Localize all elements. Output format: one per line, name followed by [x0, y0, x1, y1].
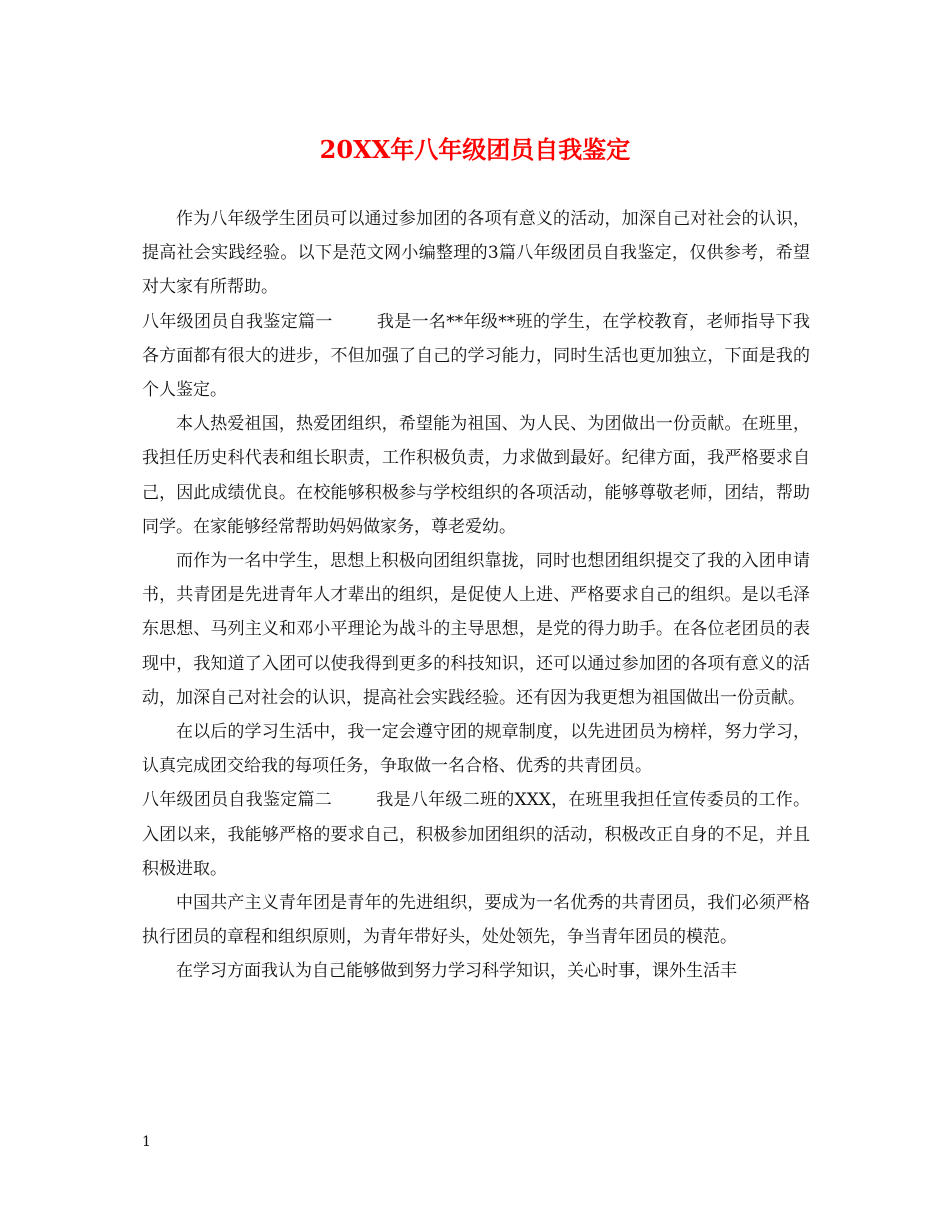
body-paragraph: 在以后的学习生活中，我一定会遵守团的规章制度，以先进团员为榜样，努力学习，认真完成团交给我的每项任务，争取做一名合格、优秀的共青团员。 — [142, 722, 810, 777]
section-one-heading: 八年级团员自我鉴定篇一 — [142, 311, 333, 332]
section-two-paragraph — [142, 783, 810, 886]
document-title: 20XX年八年级团员自我鉴定 — [319, 135, 631, 164]
body-paragraph: 中国共产主义青年团是青年的先进组织，要成为一名优秀的共青团员，我们必须严格执行团员的章程和组织原则，为青年带好头，处处领先，争当青年团员的模范。 — [142, 893, 810, 948]
body-paragraph: 本人热爱祖国，热爱团组织，希望能为祖国、为人民、为团做出一份贡献。在班里，我担任历史科代表和组长职责，工作积极负责，力求做到最好。纪律方面，我严格要求自己，因此成绩优良。在校能够积极参与学校组织的各项活动，能够尊敬老师，团结，帮助同学。在家能够经常帮助妈妈做家务，尊老爱幼。 — [142, 414, 810, 537]
section-one-paragraph — [142, 305, 810, 408]
body-paragraph: 在学习方面我认为自己能够做到努力学习科学知识，关心时事，课外生活丰 — [176, 961, 737, 982]
body-paragraph: 而作为一名中学生，思想上积极向团组织靠拢，同时也想团组织提交了我的入团申请书，共青团是先进青年人才辈出的组织，是促使人上进、严格要求自己的组织。是以毛泽东思想、马列主义和邓小平理论为战斗的主导思想，是党的得力助手。在各位老团员的表现中，我知道了入团可以使我得到更多的科技知识，还可以通过参加团的各项有意义的活动，加深自己对社会的认识，提高社会实践经验。还有因为我更想为祖国做出一份贡献。 — [142, 551, 810, 708]
section-one-text: 我是一名**年级**班的学生，在学校教育，老师指导下我各方面都有很大的进步，不但加强了自己的学习能力，同时生活也更加独立，下面是我的个人鉴定。 — [142, 311, 811, 401]
document-body — [142, 202, 810, 989]
intro-paragraph: 作为八年级学生团员可以通过参加团的各项有意义的活动，加深自己对社会的认识，提高社会实践经验。以下是范文网小编整理的3篇八年级团员自我鉴定，仅供参考，希望对大家有所帮助。 — [142, 209, 810, 298]
section-two-text: 我是八年级二班的XXX，在班里我担任宣传委员的工作。入团以来，我能够严格的要求自己，积极参加团组织的活动，积极改正自身的不足，并且积极进取。 — [142, 790, 810, 879]
section-two-heading: 八年级团员自我鉴定篇二 — [142, 790, 333, 811]
page-number: 1 — [142, 1134, 151, 1150]
